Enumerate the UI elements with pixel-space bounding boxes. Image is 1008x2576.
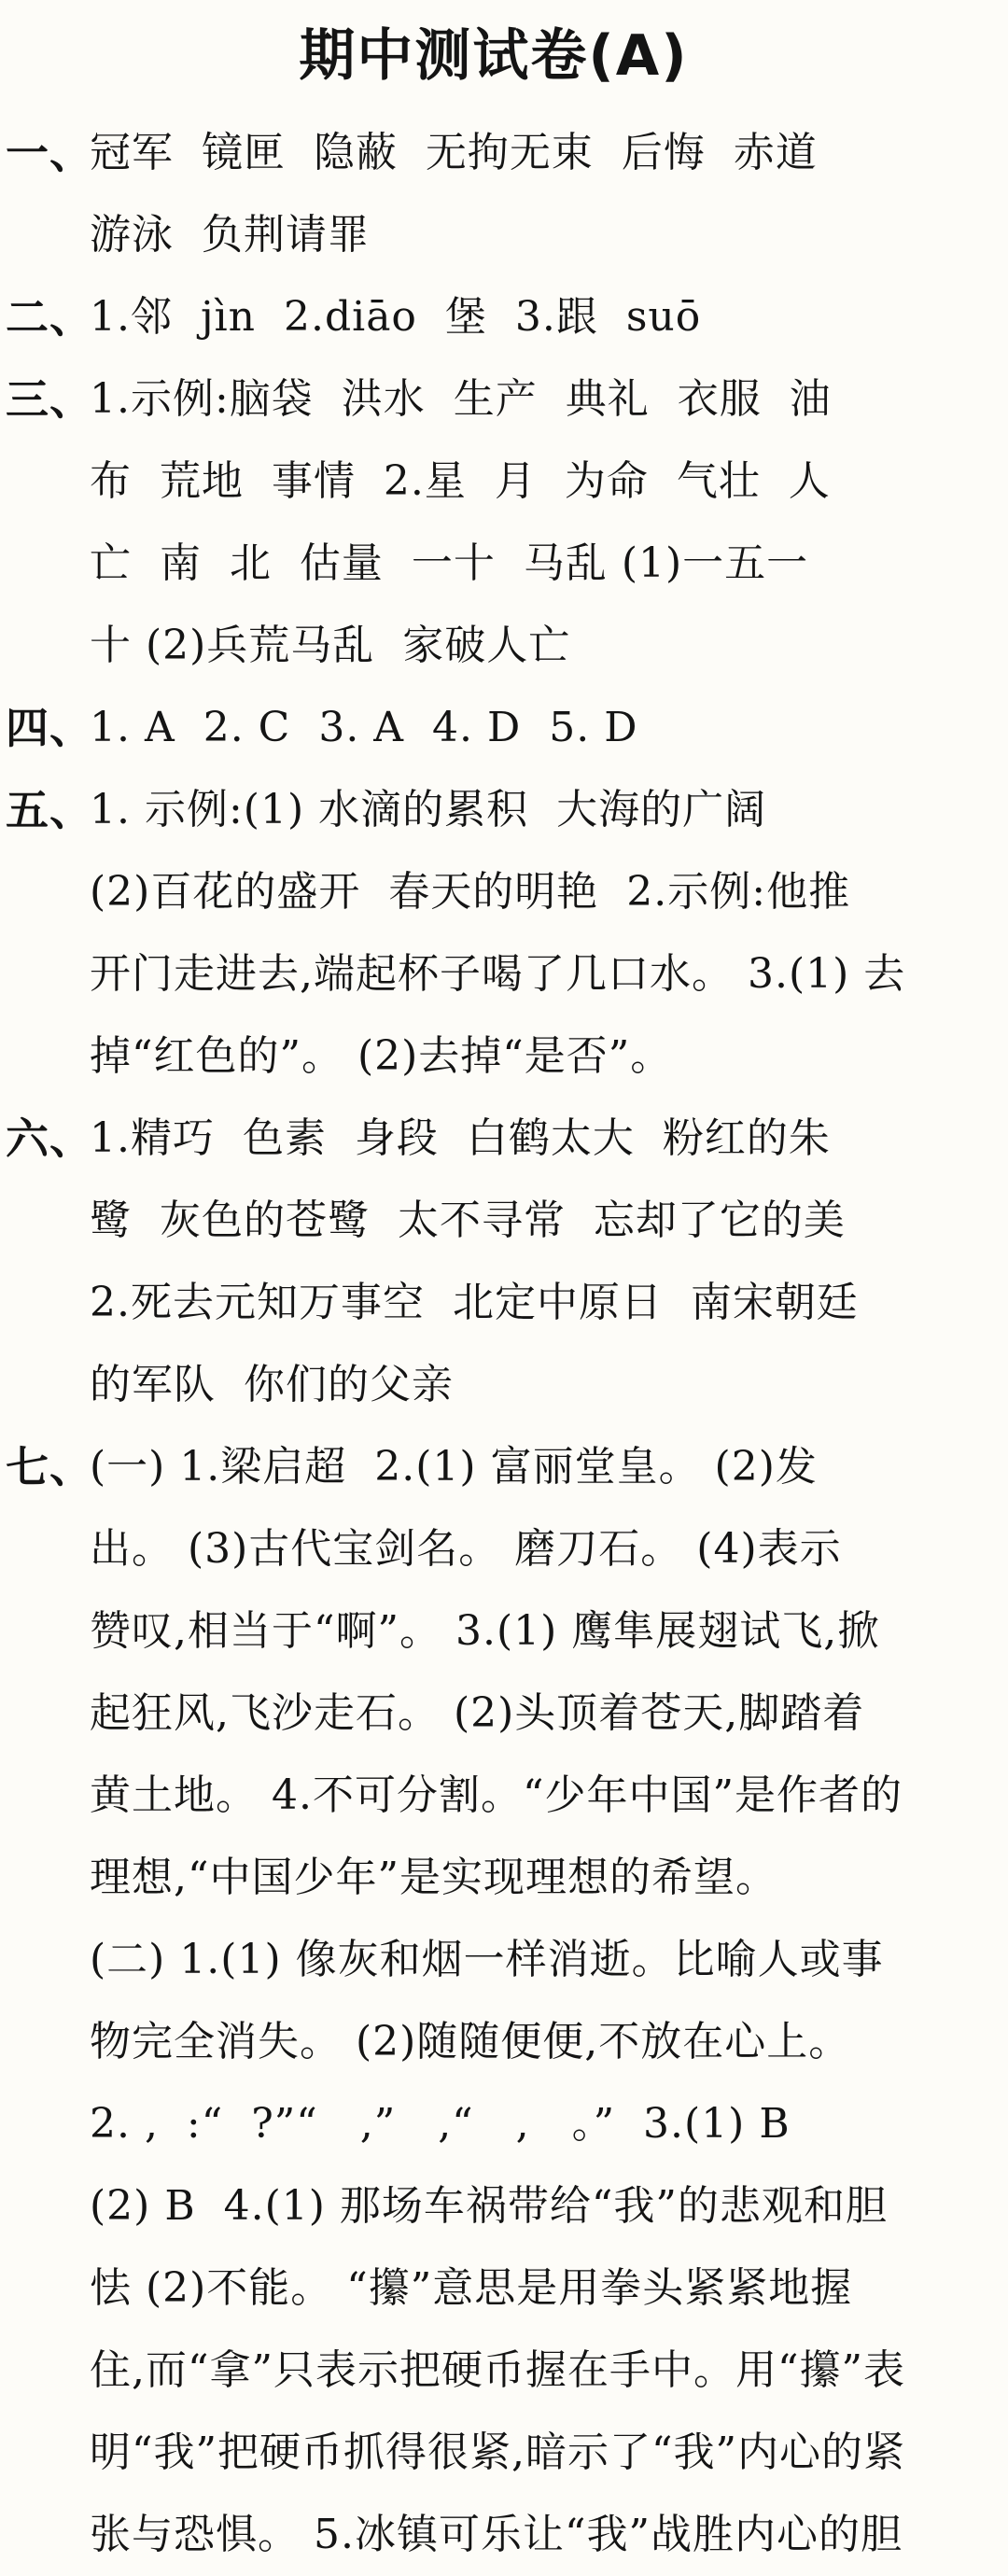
section-6 xyxy=(6,1098,982,1426)
answer-line: 物完全消失。 (2)随随便便,不放在心上。 xyxy=(90,2018,851,2065)
answer-line: 游泳 负荆请罪 xyxy=(90,211,370,259)
answer-line: 1.示例:脑袋 洪水 生产 典礼 衣服 油 xyxy=(90,375,832,423)
answer-line: 黄土地。 4.不可分割。“少年中国”是作者的 xyxy=(90,1771,903,1819)
section-3 xyxy=(6,358,982,687)
section-marker: 二、 xyxy=(6,292,93,343)
answer-line: 住,而“拿”只表示把硬币握在手中。用“攥”表 xyxy=(90,2346,905,2394)
answer-line: 1. A 2. C 3. A 4. D 5. D xyxy=(90,704,638,751)
answer-line: (一) 1.梁启超 2.(1) 富丽堂皇。 (2)发 xyxy=(90,1443,818,1491)
section-1 xyxy=(6,112,982,276)
answer-line: 布 荒地 事情 2.星 月 为命 气壮 人 xyxy=(90,457,831,505)
answer-line: 起狂风,飞沙走石。 (2)头顶着苍天,脚踏着 xyxy=(90,1689,865,1737)
section-marker: 五、 xyxy=(6,785,93,835)
answer-line: 明“我”把硬币抓得很紧,暗示了“我”内心的紧 xyxy=(90,2429,905,2476)
answer-line: 怯 (2)不能。 “攥”意思是用拳头紧紧地握 xyxy=(90,2264,853,2312)
answer-line: 张与恐惧。 5.冰镇可乐让“我”战胜内心的胆 xyxy=(90,2511,903,2558)
section-7 xyxy=(6,1426,982,1919)
section-marker: 六、 xyxy=(6,1113,93,1164)
answer-line: (2) B 4.(1) 那场车祸带给“我”的悲观和胆 xyxy=(90,2182,888,2230)
answer-line: 2. , :“ ?”“ ,” ,“ , 。” 3.(1) B xyxy=(90,2100,791,2148)
section-2 xyxy=(6,276,982,358)
section-marker: 七、 xyxy=(6,1442,93,1492)
answer-line: 开门走进去,端起杯子喝了几口水。 3.(1) 去 xyxy=(90,950,906,998)
answer-line: 亡 南 北 估量 一十 马乱 (1)一五一 xyxy=(90,539,809,587)
answer-line: 理想,“中国少年”是实现理想的希望。 xyxy=(90,1854,777,1901)
answer-line: 鹭 灰色的苍鹭 太不寻常 忘却了它的美 xyxy=(90,1197,846,1244)
page-title: 期中测试卷(A) xyxy=(299,23,689,89)
answer-line: 十 (2)兵荒马乱 家破人亡 xyxy=(90,622,571,669)
answer-line: 1. 示例:(1) 水滴的累积 大海的广阔 xyxy=(90,786,767,833)
answer-line: 1.邻 jìn 2.diāo 堡 3.跟 suō xyxy=(90,293,702,341)
answer-line: 2.死去元知万事空 北定中原日 南宋朝廷 xyxy=(90,1279,859,1326)
section-5 xyxy=(6,769,982,1098)
section-marker: 四、 xyxy=(6,703,93,753)
answer-line: 冠军 镜匣 隐蔽 无拘无束 后悔 赤道 xyxy=(90,129,818,176)
answer-line: (二) 1.(1) 像灰和烟一样消逝。比喻人或事 xyxy=(90,1936,884,1983)
answer-line: 出。 (3)古代宝剑名。 磨刀石。 (4)表示 xyxy=(90,1525,842,1573)
answer-line: 赞叹,相当于“啊”。 3.(1) 鹰隼展翅试飞,掀 xyxy=(90,1607,880,1655)
answer-line: 掉“红色的”。 (2)去掉“是否”。 xyxy=(90,1032,673,1080)
answer-line: (2)百花的盛开 春天的明艳 2.示例:他推 xyxy=(90,868,851,916)
section-marker: 三、 xyxy=(6,374,93,425)
section-4 xyxy=(6,687,982,769)
answer-line: 的军队 你们的父亲 xyxy=(90,1361,454,1408)
section-marker: 一、 xyxy=(6,128,93,178)
section-7-part-2 xyxy=(6,1919,982,2576)
answer-line: 1.精巧 色素 身段 白鹤太大 粉红的朱 xyxy=(90,1114,831,1162)
